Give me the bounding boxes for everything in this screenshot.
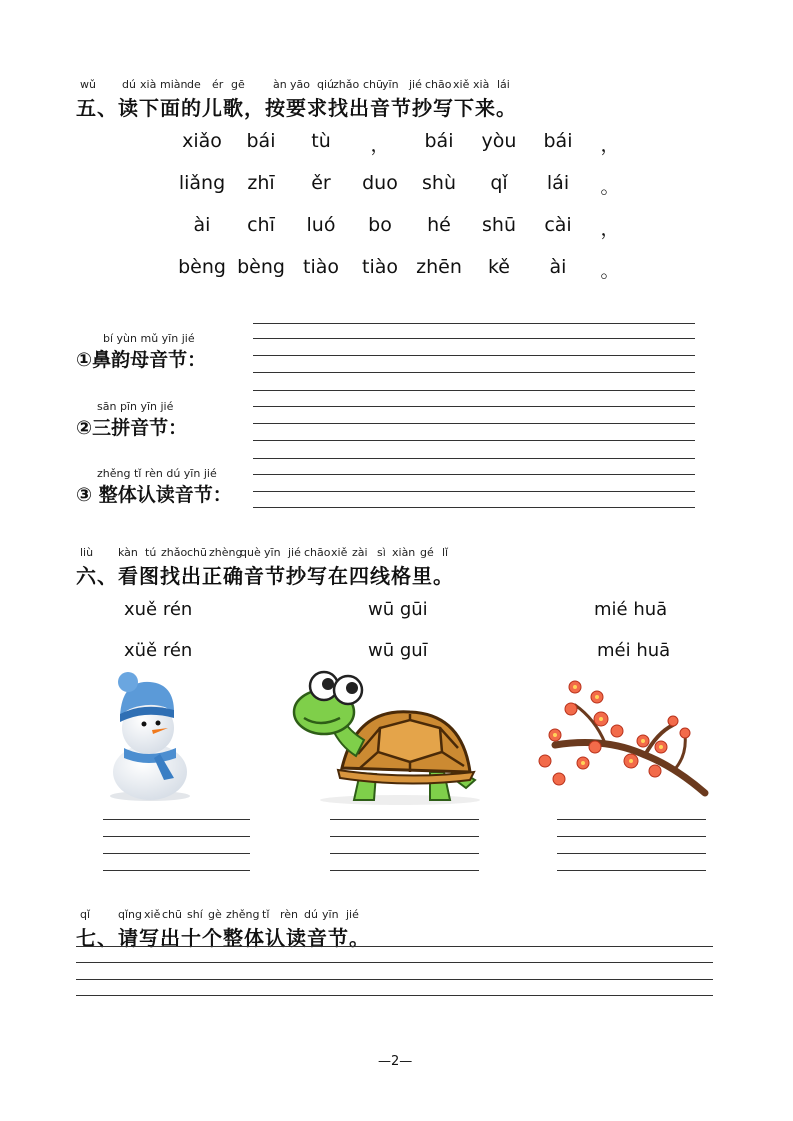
turtle-image bbox=[290, 668, 485, 808]
section-6-pinyin-7: què bbox=[240, 546, 261, 559]
poem-punctuation: ， bbox=[370, 134, 390, 156]
poem-syllable: ài bbox=[193, 214, 211, 236]
section-7-pinyin-4: chū bbox=[162, 908, 182, 921]
section-5-pinyin-16: xiě bbox=[453, 78, 470, 91]
section-6-pinyin-9: jié bbox=[288, 546, 301, 559]
section-5-pinyin-3: xià bbox=[140, 78, 157, 91]
poem-syllable: zhī bbox=[247, 172, 275, 194]
section-5-pinyin-12: chū bbox=[363, 78, 383, 91]
snowman-image bbox=[100, 668, 200, 804]
section-5-pinyin-13: yīn bbox=[382, 78, 399, 91]
section-5-pinyin-5: de bbox=[187, 78, 201, 91]
section-7-pinyin-9: rèn bbox=[280, 908, 299, 921]
poem-syllable: shù bbox=[422, 172, 456, 194]
section-5-pinyin-6: ér bbox=[212, 78, 224, 91]
poem-syllable: bái bbox=[424, 130, 454, 152]
poem-syllable: luó bbox=[306, 214, 336, 236]
section-5-pinyin-14: jié bbox=[409, 78, 422, 91]
poem-syllable: bèng bbox=[237, 256, 285, 278]
section-6-pinyin-2: kàn bbox=[118, 546, 138, 559]
option-turtle-a: wū gūi bbox=[368, 599, 428, 620]
section-6-pinyin-1: liù bbox=[80, 546, 94, 559]
poem-syllable: tiào bbox=[362, 256, 398, 278]
section-7-pinyin-6: gè bbox=[208, 908, 222, 921]
section-7-pinyin-10: dú bbox=[304, 908, 318, 921]
poem-syllable: ài bbox=[549, 256, 567, 278]
section-7-pinyin-5: shí bbox=[187, 908, 203, 921]
section-5-pinyin-4: miàn bbox=[160, 78, 188, 91]
poem-syllable: zhēn bbox=[416, 256, 462, 278]
section-5-pinyin-18: lái bbox=[497, 78, 510, 91]
section-6-pinyin-15: gé bbox=[420, 546, 434, 559]
poem-syllable: bèng bbox=[178, 256, 226, 278]
item-2-label: ②三拼音节： bbox=[76, 417, 188, 439]
page-number: —2— bbox=[378, 1054, 413, 1069]
poem-punctuation: 。 bbox=[600, 260, 620, 282]
section-7-pinyin-2: qǐng bbox=[118, 908, 142, 921]
section-5-pinyin-17: xià bbox=[473, 78, 490, 91]
section-5-pinyin-9: yāo bbox=[290, 78, 310, 91]
poem-syllable: tiào bbox=[303, 256, 339, 278]
poem-syllable: kě bbox=[487, 256, 510, 278]
option-plum-b: méi huā bbox=[597, 640, 671, 661]
section-6-title: 六、看图找出正确音节抄写在四线格里。 bbox=[76, 564, 454, 588]
poem-punctuation: ， bbox=[600, 134, 620, 156]
section-5-pinyin-8: àn bbox=[273, 78, 287, 91]
poem-syllable: qǐ bbox=[490, 172, 508, 194]
poem-punctuation: 。 bbox=[600, 176, 620, 198]
section-7-pinyin-12: jié bbox=[346, 908, 359, 921]
item-3-label: ③ 整体认读音节： bbox=[76, 484, 232, 506]
section-6-pinyin-14: xiàn bbox=[392, 546, 416, 559]
option-snowman-b: xüě rén bbox=[124, 640, 193, 661]
option-snowman-a: xuě rén bbox=[124, 599, 193, 620]
section-6-pinyin-3: tú bbox=[145, 546, 157, 559]
item-1-label: ①鼻韵母音节： bbox=[76, 349, 207, 371]
option-plum-a: mié huā bbox=[594, 599, 668, 620]
poem-syllable: lái bbox=[546, 172, 570, 194]
poem-syllable: xiǎo bbox=[182, 130, 222, 152]
section-5-pinyin-11: zhǎo bbox=[333, 78, 360, 91]
section-5-pinyin-2: dú bbox=[122, 78, 136, 91]
section-7-pinyin-11: yīn bbox=[322, 908, 339, 921]
section-5-pinyin-15: chāo bbox=[425, 78, 452, 91]
section-6-pinyin-5: chū bbox=[187, 546, 207, 559]
poem-syllable: cài bbox=[544, 214, 572, 236]
item-1-pinyin: bí yùn mǔ yīn jié bbox=[103, 332, 195, 345]
section-7-pinyin-3: xiě bbox=[144, 908, 161, 921]
section-7-title: 七、请写出十个整体认读音节。 bbox=[76, 926, 370, 950]
section-7-pinyin-8: tǐ bbox=[262, 908, 270, 921]
section-6-pinyin-6: zhèng bbox=[209, 546, 243, 559]
section-6-pinyin-4: zhǎo bbox=[161, 546, 188, 559]
poem-syllable: bo bbox=[368, 214, 392, 236]
item-3-pinyin: zhěng tǐ rèn dú yīn jié bbox=[97, 467, 217, 480]
poem-syllable: hé bbox=[427, 214, 451, 236]
section-5-pinyin-10: qiú bbox=[317, 78, 335, 91]
section-7-pinyin-1: qǐ bbox=[80, 908, 91, 921]
poem-syllable: chī bbox=[247, 214, 275, 236]
section-6-pinyin-10: chāo bbox=[304, 546, 331, 559]
plum-blossom-image bbox=[535, 675, 710, 800]
option-turtle-b: wū guī bbox=[368, 640, 428, 661]
section-6-pinyin-8: yīn bbox=[264, 546, 281, 559]
poem-syllable: bái bbox=[246, 130, 276, 152]
poem-syllable: shū bbox=[482, 214, 516, 236]
item-2-pinyin: sān pīn yīn jié bbox=[97, 400, 174, 413]
section-5-title: 五、读下面的儿歌，按要求找出音节抄写下来。 bbox=[76, 96, 517, 120]
poem-syllable: liǎng bbox=[178, 172, 226, 194]
section-6-pinyin-12: zài bbox=[352, 546, 368, 559]
section-6-pinyin-13: sì bbox=[377, 546, 386, 559]
poem-syllable: ěr bbox=[311, 172, 331, 194]
poem-syllable: duo bbox=[362, 172, 398, 194]
section-5-pinyin-7: gē bbox=[231, 78, 245, 91]
poem-punctuation: ， bbox=[600, 218, 620, 240]
section-5-pinyin-1: wǔ bbox=[80, 78, 96, 91]
section-7-pinyin-7: zhěng bbox=[226, 908, 260, 921]
section-6-pinyin-16: lǐ bbox=[442, 546, 449, 559]
poem-syllable: tù bbox=[311, 130, 331, 152]
poem-syllable: bái bbox=[543, 130, 573, 152]
poem-syllable: yòu bbox=[481, 130, 517, 152]
section-6-pinyin-11: xiě bbox=[331, 546, 348, 559]
